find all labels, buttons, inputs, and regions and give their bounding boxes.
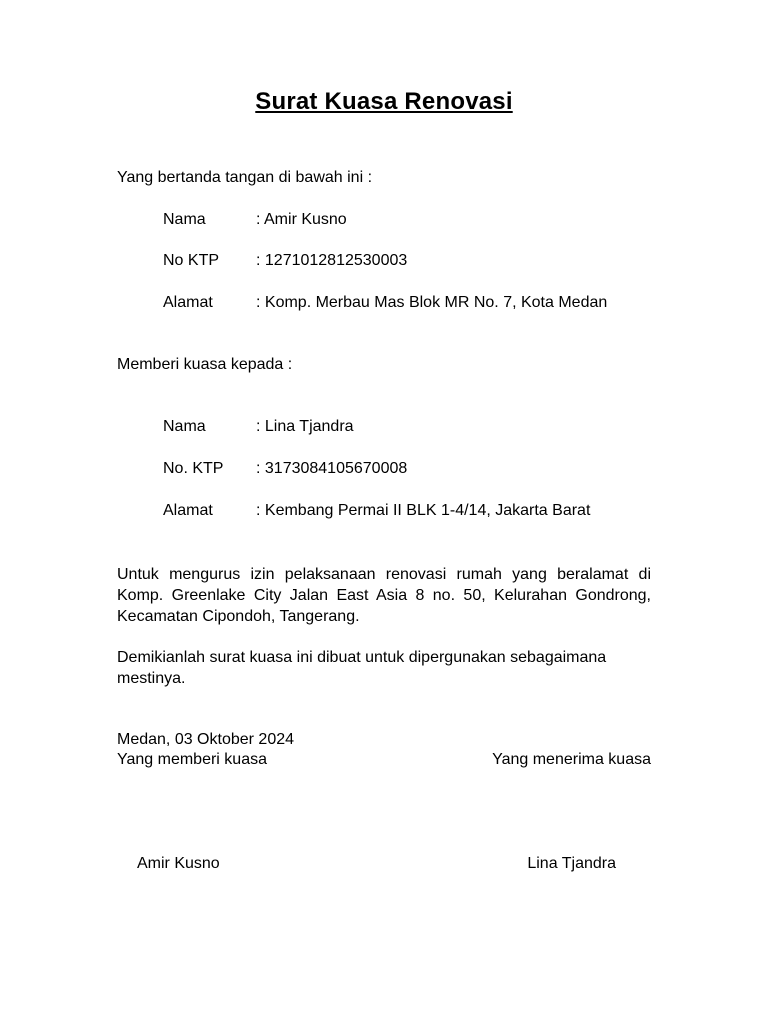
document-title: Surat Kuasa Renovasi — [255, 88, 513, 115]
grantee-address-label: Alamat — [163, 502, 213, 519]
grantor-name-label: Nama — [163, 211, 206, 228]
grantee-ktp-value: : 3173084105670008 — [256, 460, 408, 477]
grantor-ktp-value: : 1271012812530003 — [256, 252, 408, 269]
grantor-name-row — [163, 211, 347, 229]
intro-text: Yang bertanda tangan di bawah ini : — [117, 169, 373, 186]
grantee-ktp-row — [163, 460, 407, 478]
signer-left-caption: Yang memberi kuasa — [117, 751, 267, 768]
grantor-ktp-row — [163, 252, 407, 270]
grantor-address-row — [163, 294, 607, 312]
grantor-name-value: : Amir Kusno — [256, 211, 347, 228]
signer-left-name: Amir Kusno — [137, 855, 220, 872]
grantee-ktp-label: No. KTP — [163, 460, 224, 477]
signer-right-caption: Yang menerima kuasa — [492, 751, 651, 768]
signer-right-name: Lina Tjandra — [527, 855, 616, 872]
place-date: Medan, 03 Oktober 2024 — [117, 731, 295, 748]
closing-paragraph: Demikianlah surat kuasa ini dibuat untuk dipergunakan sebagaimana mestinya. — [117, 649, 607, 687]
grantee-address-row — [163, 502, 590, 520]
grantor-address-value: : Komp. Merbau Mas Blok MR No. 7, Kota Medan — [256, 294, 608, 311]
grant-intro-text: Memberi kuasa kepada : — [117, 356, 293, 373]
grantee-name-value: : Lina Tjandra — [256, 418, 354, 435]
purpose-paragraph: Untuk mengurus izin pelaksanaan renovasi rumah yang beralamat di Komp. Greenlake City Jalan East Asia 8 no. 50, Kelurahan Gondrong, Kecamatan Cipondoh, Tangerang. — [117, 566, 651, 625]
grantee-name-row — [163, 418, 354, 436]
grantor-address-label: Alamat — [163, 294, 213, 311]
grantor-ktp-label: No KTP — [163, 252, 220, 269]
grantee-address-value: : Kembang Permai II BLK 1-4/14, Jakarta Barat — [256, 502, 591, 519]
grantee-name-label: Nama — [163, 418, 206, 435]
